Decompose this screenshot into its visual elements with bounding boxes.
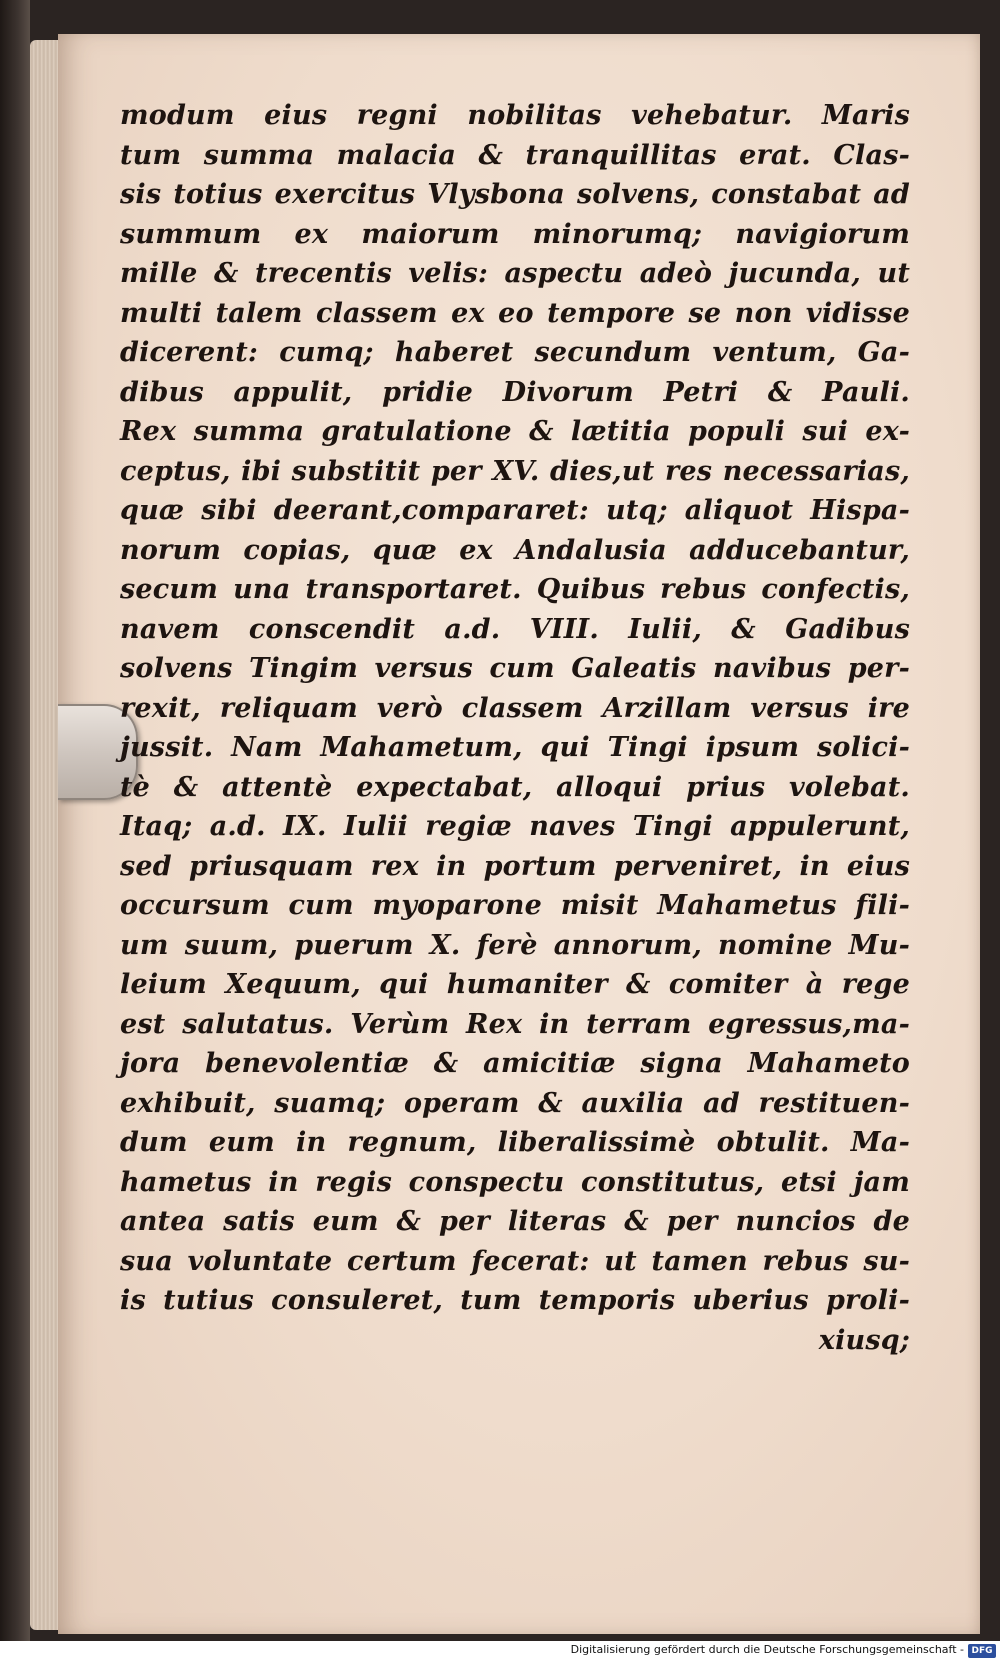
text-line: antea satis eum & per literas & per nuncios de xyxy=(120,1206,910,1237)
text-line: multi talem classem ex eo tempore se non vidisse xyxy=(120,297,910,329)
text-line: est salutatus. Verùm Rex in terram egressus,ma- xyxy=(120,1008,910,1040)
text-line: tum summa malacia & tranquillitas erat. Clas- xyxy=(120,139,910,171)
text-line: tè & attentè expectabat, alloqui prius volebat. xyxy=(120,771,910,803)
text-line: rexit, reliquam verò classem Arzillam versus ire xyxy=(120,692,910,724)
text-line: Itaq; a.d. IX. Iulii regiæ naves Tingi appulerunt, xyxy=(120,811,910,842)
text-line: Rex summa gratulatione & lætitia populi sui ex- xyxy=(120,416,910,447)
book-binding-edge xyxy=(0,0,30,1661)
text-line: summum ex maiorum minorumq; navigiorum xyxy=(120,218,910,250)
text-line: occursum cum myoparone misit Mahametus fili- xyxy=(120,890,910,921)
text-line: dibus appulit, pridie Divorum Petri & Pauli. xyxy=(120,376,910,408)
text-line: solvens Tingim versus cum Galeatis navibus per- xyxy=(120,653,910,684)
text-line: ceptus, ibi substitit per XV. dies,ut res necessarias, xyxy=(120,455,910,487)
text-line: secum una transportaret. Quibus rebus confectis, xyxy=(120,574,910,605)
text-line: norum copias, quæ ex Andalusia adducebantur, xyxy=(120,534,910,566)
text-line: dum eum in regnum, liberalissimè obtulit. Ma- xyxy=(120,1127,910,1158)
text-line: sed priusquam rex in portum perveniret, in eius xyxy=(120,850,910,882)
page-text xyxy=(120,96,910,1360)
text-line: modum eius regni nobilitas vehebatur. Maris xyxy=(120,100,910,131)
text-line: um suum, puerum X. ferè annorum, nomine Mu- xyxy=(120,929,910,961)
text-line: leium Xequum, qui humaniter & comiter à rege xyxy=(120,969,910,1000)
text-line: is tutius consuleret, tum temporis uberius proli- xyxy=(120,1285,910,1316)
text-line: sua voluntate certum fecerat: ut tamen rebus su- xyxy=(120,1245,910,1277)
text-line: sis totius exercitus Vlysbona solvens, constabat ad xyxy=(120,179,910,210)
footer-credit: Digitalisierung gefördert durch die Deutsche Forschungsgemeinschaft - xyxy=(570,1643,964,1656)
text-line: jora benevolentiæ & amicitiæ signa Mahameto xyxy=(120,1048,910,1079)
dfg-logo-icon: DFG xyxy=(968,1644,996,1658)
text-line: hametus in regis conspectu constitutus, etsi jam xyxy=(120,1166,910,1198)
footer-bar xyxy=(0,1641,1000,1661)
text-line: jussit. Nam Mahametum, qui Tingi ipsum solici- xyxy=(120,732,910,763)
text-line: quæ sibi deerant,compararet: utq; aliquot Hispa- xyxy=(120,495,910,526)
text-line: dicerent: cumq; haberet secundum ventum, Ga- xyxy=(120,337,910,368)
text-line: mille & trecentis velis: aspectu adeò jucunda, ut xyxy=(120,258,910,289)
text-line: navem conscendit a.d. VIII. Iulii, & Gadibus xyxy=(120,613,910,645)
catchword: xiusq; xyxy=(818,1324,910,1356)
text-line: exhibuit, suamq; operam & auxilia ad restituen- xyxy=(120,1087,910,1119)
